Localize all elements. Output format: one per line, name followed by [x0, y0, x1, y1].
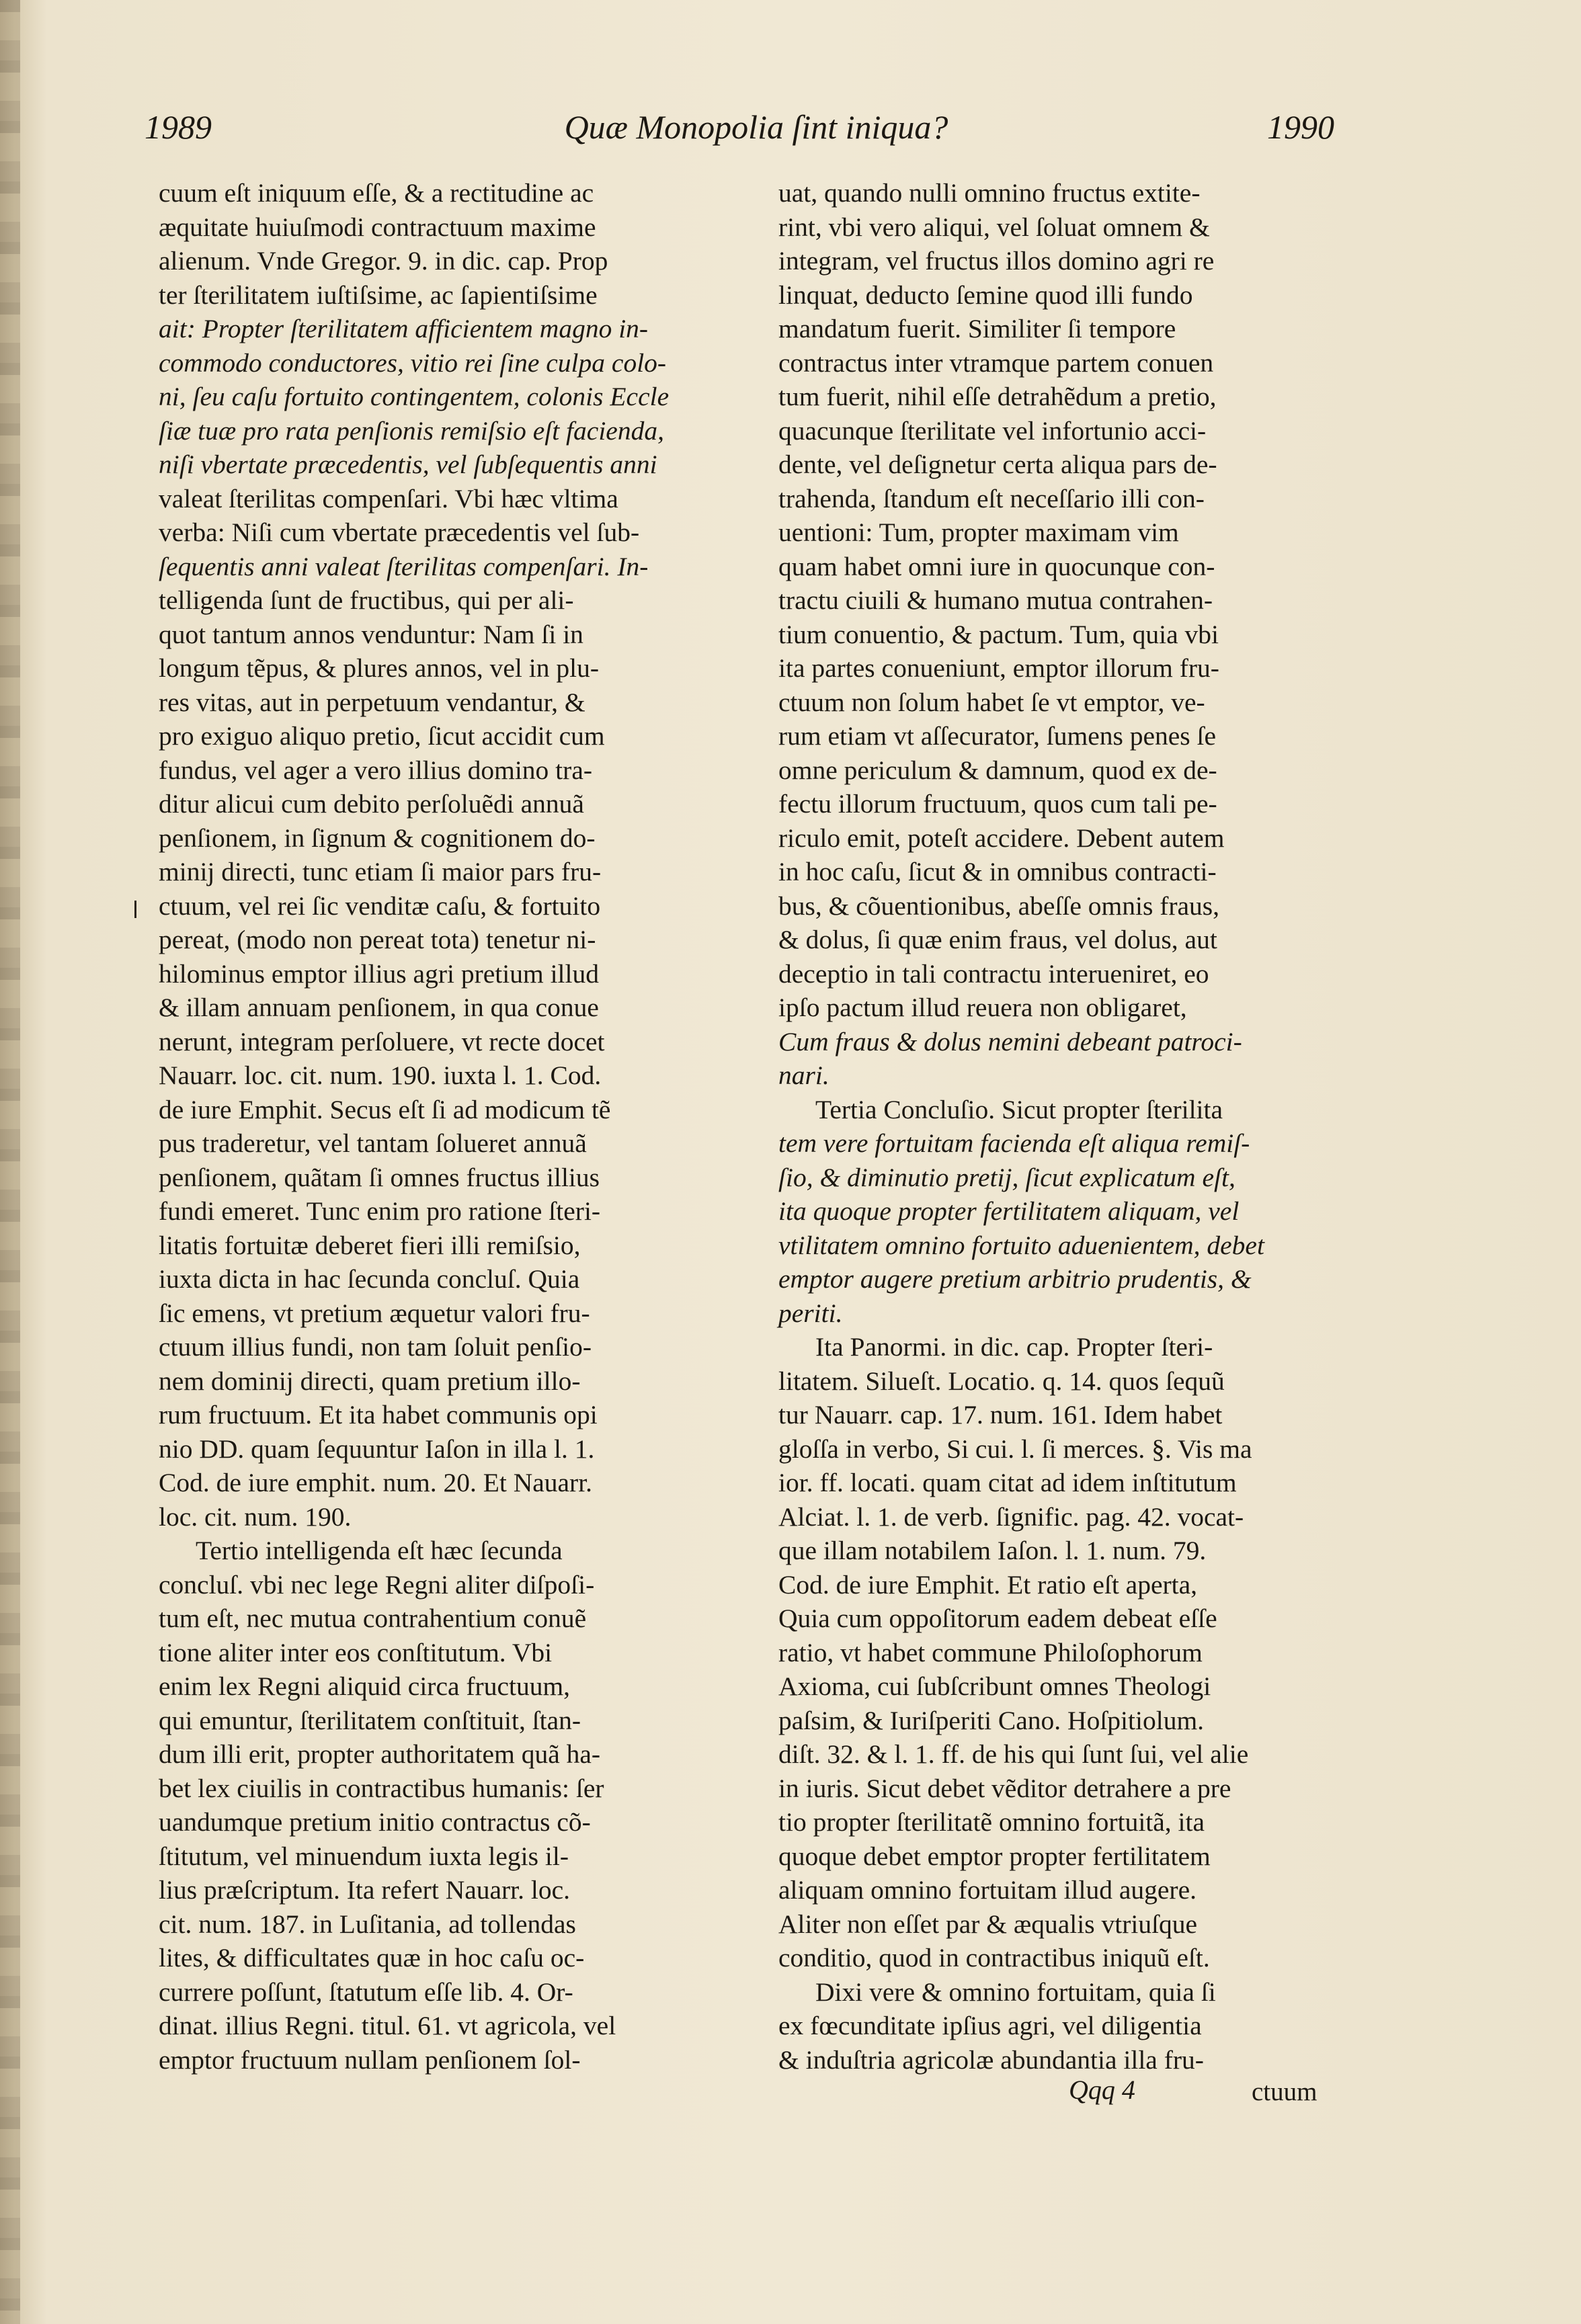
- text-line: tur Nauarr. cap. 17. num. 161. Idem habet: [778, 1400, 1223, 1429]
- text-line: ita quoque propter fertilitatem aliquam, vel: [778, 1196, 1240, 1226]
- text-line: ex fœcunditate ipſius agri, vel diligentia: [778, 2011, 1202, 2040]
- text-line: Tertio intelligenda eſt hæc ſecunda: [196, 1536, 563, 1565]
- text-line: ſtitutum, vel minuendum iuxta legis il-: [159, 1841, 569, 1871]
- text-line: fundus, vel ager a vero illius domino tra-: [159, 755, 592, 785]
- text-line: penſionem, quãtam ſi omnes fructus illius: [159, 1162, 600, 1192]
- text-line: riculo emit, poteſt accidere. Debent autem: [778, 823, 1225, 853]
- text-line: Axioma, cui ſubſcribunt omnes Theologi: [778, 1671, 1211, 1701]
- text-line: deceptio in tali contractu interueniret, eo: [778, 958, 1209, 989]
- binding-edge: [0, 0, 20, 2324]
- text-line: qui emuntur, ſterilitatem conſtituit, ſtan-: [159, 1705, 581, 1735]
- text-line: uandumque pretium initio contractus cõ-: [159, 1807, 591, 1837]
- text-line: pro exiguo aliquo pretio, ſicut accidit cum: [159, 721, 605, 751]
- text-line: ſiæ tuæ pro rata penſionis remiſsio eſt facienda,: [159, 415, 664, 446]
- text-line: vtilitatem omnino fortuito aduenientem, debet: [778, 1230, 1264, 1260]
- page-header: [145, 101, 1334, 161]
- text-line: telligenda ſunt de fructibus, qui per ali-: [159, 585, 574, 615]
- text-line: longum tẽpus, & plures annos, vel in plu-: [159, 653, 599, 683]
- text-line: periti.: [778, 1298, 843, 1328]
- text-line: tione aliter inter eos conſtitutum. Vbi: [159, 1637, 553, 1667]
- text-line: dum illi erit, propter authoritatem quã ha-: [159, 1739, 601, 1769]
- text-line: gloſſa in verbo, Si cui. l. ſi merces. §. Vis ma: [778, 1434, 1252, 1464]
- text-line: Aliter non eſſet par & æqualis vtriuſque: [778, 1909, 1198, 1939]
- text-line: uat, quando nulli omnino fructus extite-: [778, 178, 1201, 208]
- text-line: ctuum, vel rei ſic venditæ caſu, & fortuito: [159, 890, 601, 921]
- text-line: tum fuerit, nihil eſſe detrahẽdum a pretio,: [778, 382, 1217, 411]
- text-line: ait: Propter ſterilitatem afficientem magno in-: [159, 314, 649, 343]
- text-line: ratio, vt habet commune Philoſophorum: [778, 1637, 1203, 1667]
- text-line: enim lex Regni aliquid circa fructuum,: [159, 1671, 571, 1701]
- text-line: fundi emeret. Tunc enim pro ratione ſteri-: [159, 1196, 601, 1226]
- text-line: rint, vbi vero aliqui, vel ſoluat omnem &: [778, 212, 1210, 242]
- text-line: Quia cum oppoſitorum eadem debeat eſſe: [778, 1604, 1217, 1633]
- text-line: hilominus emptor illius agri pretium illud: [159, 958, 599, 989]
- text-line: litatis fortuitæ deberet fieri illi remiſsio,: [159, 1230, 581, 1260]
- text-line: emptor fructuum nullam penſionem ſol-: [159, 2044, 581, 2075]
- text-line: minij directi, tunc etiam ſi maior pars fru-: [159, 857, 602, 886]
- text-line: in hoc caſu, ſicut & in omnibus contracti-: [778, 857, 1217, 886]
- text-line: Dixi vere & omnino fortuitam, quia ſi: [815, 1977, 1216, 2007]
- text-line: rum fructuum. Et ita habet communis opi: [159, 1400, 598, 1429]
- text-line: ctuum illius fundi, non tam ſoluit penſio-: [159, 1332, 592, 1362]
- text-line: ipſo pactum illud reuera non obligaret,: [778, 993, 1187, 1022]
- text-line: tum eſt, nec mutua contrahentium conuẽ: [159, 1604, 587, 1633]
- text-line: contractus inter vtramque partem conuen: [778, 347, 1214, 378]
- text-line: Tertia Concluſio. Sicut propter ſterilita: [815, 1094, 1223, 1124]
- text-line: Ita Panormi. in dic. cap. Propter ſteri-: [815, 1332, 1213, 1362]
- text-line: integram, vel fructus illos domino agri re: [778, 246, 1215, 276]
- text-line: niſi vbertate præcedentis, vel ſubſequentis anni: [159, 450, 657, 479]
- text-line: omne periculum & damnum, quod ex de-: [778, 755, 1217, 785]
- text-line: nerunt, integram perſoluere, vt recte docet: [159, 1026, 605, 1056]
- text-line: tio propter ſterilitatẽ omnino fortuitã, ita: [778, 1807, 1205, 1837]
- text-line: Cod. de iure emphit. num. 20. Et Nauarr.: [159, 1468, 593, 1497]
- text-line: quam habet omni iure in quocunque con-: [778, 551, 1215, 581]
- text-line: ctuum non ſolum habet ſe vt emptor, ve-: [778, 687, 1205, 717]
- text-line: alienum. Vnde Gregor. 9. in dic. cap. Prop: [159, 246, 608, 276]
- page-number-left: 1989: [145, 108, 212, 146]
- running-title: Quæ Monopolia ſint iniqua?: [564, 108, 948, 146]
- text-line: trahenda, ſtandum eſt neceſſario illi con-: [778, 483, 1205, 513]
- text-line: pus traderetur, vel tantam ſolueret annuã: [159, 1128, 587, 1158]
- text-line: penſionem, in ſignum & cognitionem do-: [159, 823, 596, 853]
- text-line: nem dominij directi, quam pretium illo-: [159, 1366, 581, 1396]
- page-number-right: 1990: [1267, 108, 1334, 146]
- text-line: aliquam omnino fortuitam illud augere.: [778, 1875, 1197, 1905]
- text-line: res vitas, aut in perpetuum vendantur, &: [159, 687, 585, 717]
- text-line: dente, vel deſignetur certa aliqua pars de-: [778, 450, 1217, 479]
- text-line: æquitate huiuſmodi contractuum maxime: [159, 212, 596, 242]
- text-line: fectu illorum fructuum, quos cum tali pe-: [778, 789, 1217, 819]
- text-line: bet lex ciuilis in contractibus humanis: ſer: [159, 1773, 604, 1803]
- text-line: ita partes conueniunt, emptor illorum fru-: [778, 653, 1219, 683]
- text-line: concluſ. vbi nec lege Regni aliter diſpoſi-: [159, 1569, 595, 1600]
- text-line: lites, & difficultates quæ in hoc caſu oc-: [159, 1943, 585, 1973]
- text-line: dinat. illius Regni. titul. 61. vt agricola, vel: [159, 2011, 616, 2040]
- text-line: valeat ſterilitas compenſari. Vbi hæc vltima: [159, 483, 618, 513]
- text-line: tium conuentio, & pactum. Tum, quia vbi: [778, 619, 1219, 649]
- text-line: & illam annuam penſionem, in qua conue: [159, 993, 599, 1022]
- right-text-column: [778, 176, 1330, 2077]
- text-line: linquat, deducto ſemine quod illi fundo: [778, 280, 1193, 310]
- text-line: commodo conductores, vitio rei ſine culpa colo-: [159, 347, 667, 378]
- text-line: de iure Emphit. Secus eſt ſi ad modicum tẽ: [159, 1094, 611, 1124]
- text-line: loc. cit. num. 190.: [159, 1501, 352, 1532]
- text-line: ni, ſeu caſu fortuito contingentem, colonis Eccle: [159, 382, 670, 411]
- text-line: cuum eſt iniquum eſſe, & a rectitudine ac: [159, 178, 594, 208]
- text-line: bus, & cõuentionibus, abeſſe omnis fraus,: [778, 890, 1220, 921]
- text-line: in iuris. Sicut debet vẽditor detrahere a pre: [778, 1773, 1231, 1803]
- text-line: verba: Niſi cum vbertate præcedentis vel ſub-: [159, 517, 640, 547]
- text-line: ſic emens, vt pretium æquetur valori fru-: [159, 1298, 590, 1328]
- margin-mark: [134, 901, 136, 918]
- text-line: emptor augere pretium arbitrio prudentis, &: [778, 1264, 1252, 1294]
- text-line: Alciat. l. 1. de verb. ſignific. pag. 42. vocat-: [778, 1501, 1244, 1532]
- text-line: lius præſcriptum. Ita refert Nauarr. loc.: [159, 1875, 571, 1905]
- text-line: uentioni: Tum, propter maximam vim: [778, 517, 1179, 547]
- text-line: tem vere fortuitam facienda eſt aliqua remiſ-: [778, 1128, 1250, 1158]
- text-line: mandatum fuerit. Similiter ſi tempore: [778, 314, 1176, 343]
- text-line: litatem. Silueſt. Locatio. q. 14. quos ſequũ: [778, 1366, 1225, 1396]
- text-line: paſsim, & Iuriſperiti Cano. Hoſpitiolum.: [778, 1705, 1205, 1735]
- text-line: iuxta dicta in hac ſecunda concluſ. Quia: [159, 1264, 580, 1294]
- text-line: conditio, quod in contractibus iniquũ eſt.: [778, 1943, 1210, 1973]
- text-line: quacunque ſterilitate vel infortunio acci-: [778, 415, 1207, 446]
- text-line: nari.: [778, 1061, 829, 1090]
- text-line: que illam notabilem Iaſon. l. 1. num. 79.: [778, 1536, 1207, 1565]
- text-line: currere poſſunt, ſtatutum eſſe lib. 4. Or-: [159, 1977, 573, 2007]
- text-line: & induſtria agricolæ abundantia illa fru-: [778, 2044, 1204, 2075]
- text-line: ior. ff. locati. quam citat ad idem inſtitutum: [778, 1468, 1237, 1497]
- left-text-column: [159, 176, 717, 2077]
- text-line: ſio, & diminutio pretij, ſicut explicatum eſt,: [778, 1162, 1235, 1192]
- text-line: tractu ciuili & humano mutua contrahen-: [778, 585, 1213, 615]
- text-line: ter ſterilitatem iuſtiſsime, ac ſapientiſsime: [159, 280, 598, 310]
- text-line: nio DD. quam ſequuntur Iaſon in illa l. 1.: [159, 1434, 595, 1464]
- text-line: & dolus, ſi quæ enim fraus, vel dolus, aut: [778, 925, 1217, 954]
- text-line: diſt. 32. & l. 1. ff. de his qui ſunt ſui, vel alie: [778, 1739, 1249, 1769]
- text-line: pereat, (modo non pereat tota) tenetur ni-: [159, 925, 596, 954]
- text-line: quoque debet emptor propter fertilitatem: [778, 1841, 1211, 1871]
- text-line: rum etiam vt aſſecurator, ſumens penes ſe: [778, 721, 1217, 751]
- text-line: Nauarr. loc. cit. num. 190. iuxta l. 1. Cod.: [159, 1061, 602, 1090]
- text-line: quot tantum annos venduntur: Nam ſi in: [159, 619, 583, 649]
- text-line: cit. num. 187. in Luſitania, ad tollendas: [159, 1909, 576, 1939]
- text-line: ditur alicui cum debito perſoluẽdi annuã: [159, 789, 584, 819]
- catchword: ctuum: [1252, 2077, 1318, 2106]
- text-line: Cod. de iure Emphit. Et ratio eſt aperta,: [778, 1569, 1198, 1600]
- text-line: Cum fraus & dolus nemini debeant patroci-: [778, 1026, 1242, 1056]
- text-line: ſequentis anni valeat ſterilitas compenſari. In-: [159, 551, 649, 581]
- signature-mark: Qqq 4: [1069, 2075, 1135, 2105]
